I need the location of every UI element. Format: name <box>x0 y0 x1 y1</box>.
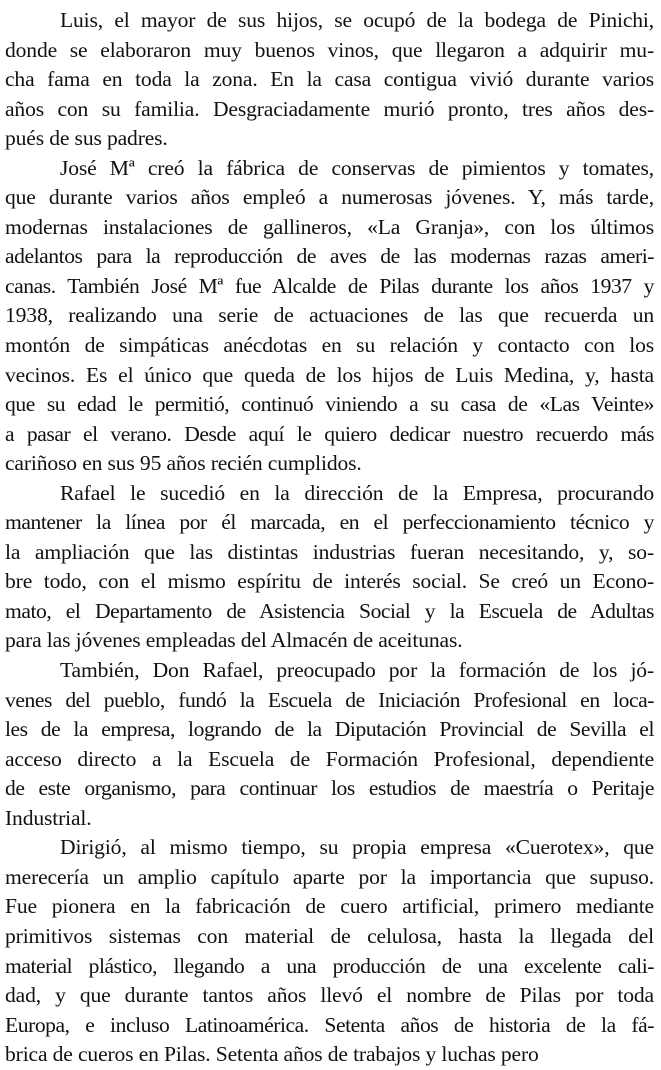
text-line: venes del pueblo, fundó la Escuela de Iniciación Profesional en loca- <box>5 687 654 712</box>
text-line: dad, y que durante tantos años llevó el nombre de Pilas por toda <box>5 983 654 1008</box>
text-line: que su edad le permitió, continuó viniendo a su casa de «Las Veinte» <box>5 392 654 417</box>
text-line: bre todo, con el mismo espíritu de interés social. Se creó un Econo- <box>5 569 654 594</box>
text-line: canas. También José Mª fue Alcalde de Pilas durante los años 1937 y <box>5 273 654 298</box>
paragraph-luis <box>5 6 654 154</box>
text-line: Europa, e incluso Latinoamérica. Setenta años de historia de la fá- <box>5 1012 654 1037</box>
text-line: a pasar el verano. Desde aquí le quiero dedicar nuestro recuerdo más <box>5 421 654 446</box>
text-line: años con su familia. Desgraciadamente murió pronto, tres años des- <box>5 96 654 121</box>
text-line: mato, el Departamento de Asistencia Social y la Escuela de Adultas <box>5 598 654 623</box>
text-line: vecinos. Es el único que queda de los hijos de Luis Medina, y, hasta <box>5 362 654 387</box>
text-line: acceso directo a la Escuela de Formación Profesional, dependiente <box>5 746 654 771</box>
paragraph-rafael <box>5 479 654 656</box>
text-line: José Mª creó la fábrica de conservas de pimientos y tomates, <box>60 155 654 180</box>
text-line: montón de simpáticas anécdotas en su relación y contacto con los <box>5 333 654 358</box>
text-line: primitivos sistemas con material de celulosa, hasta la llegada del <box>5 923 654 948</box>
text-line: de este organismo, para continuar los estudios de maestría o Peritaje <box>5 776 654 801</box>
text-line: Dirigió, al mismo tiempo, su propia empresa «Cuerotex», que <box>60 835 654 860</box>
document-page <box>5 6 654 1070</box>
text-line: cha fama en toda la zona. En la casa contigua vivió durante varios <box>5 67 654 92</box>
text-line: Industrial. <box>5 805 92 830</box>
paragraph-jose-maria <box>5 154 654 479</box>
text-line: Rafael le sucedió en la dirección de la Empresa, procurando <box>60 480 654 505</box>
text-line: material plástico, llegando a una producción de una excelente cali- <box>5 953 654 978</box>
text-line: que durante varios años empleó a numerosas jóvenes. Y, más tarde, <box>5 185 654 210</box>
paragraph-don-rafael <box>5 656 654 833</box>
paragraph-cuerotex <box>5 833 654 1069</box>
text-line: merecería un amplio capítulo aparte por la importancia que supuso. <box>5 864 654 889</box>
text-line: mantener la línea por él marcada, en el perfeccionamiento técnico y <box>5 510 654 535</box>
text-line: para las jóvenes empleadas del Almacén de aceitunas. <box>5 628 463 653</box>
text-line: pués de sus padres. <box>5 126 168 151</box>
text-line: la ampliación que las distintas industrias fueran necesitando, y, so- <box>5 539 654 564</box>
text-line: donde se elaboraron muy buenos vinos, que llegaron a adquirir mu- <box>5 37 654 62</box>
text-line: adelantos para la reproducción de aves de las modernas razas ameri- <box>5 244 654 269</box>
text-line: Fue pionera en la fabricación de cuero artificial, primero mediante <box>5 894 654 919</box>
text-line: les de la empresa, logrando de la Diputación Provincial de Sevilla el <box>5 717 654 742</box>
text-line: brica de cueros en Pilas. Setenta años de trabajos y luchas pero <box>5 1042 539 1067</box>
text-line: 1938, realizando una serie de actuaciones de las que recuerda un <box>5 303 654 328</box>
text-line: cariñoso en sus 95 años recién cumplidos. <box>5 451 362 476</box>
text-line: Luis, el mayor de sus hijos, se ocupó de la bodega de Pinichi, <box>60 8 654 32</box>
text-line: También, Don Rafael, preocupado por la formación de los jó- <box>60 658 654 683</box>
text-line: modernas instalaciones de gallineros, «La Granja», con los últimos <box>5 214 654 239</box>
